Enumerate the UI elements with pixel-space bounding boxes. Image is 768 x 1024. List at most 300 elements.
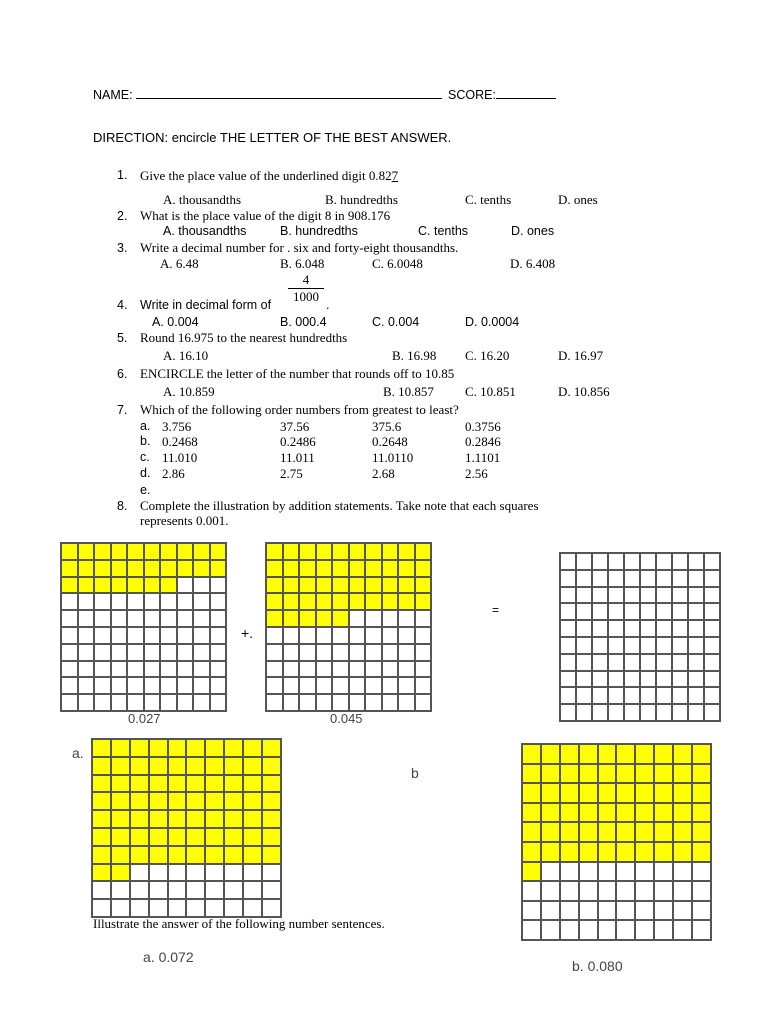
grid-square xyxy=(522,920,541,940)
shaded-square xyxy=(616,764,635,784)
grid-square xyxy=(130,899,149,917)
q7-option-value: 2.75 xyxy=(280,466,303,481)
grid-square xyxy=(61,661,78,678)
q5-choice-d[interactable]: D. 16.97 xyxy=(558,348,604,363)
shaded-square xyxy=(654,842,673,862)
q7-option-letter[interactable]: b. xyxy=(140,434,151,448)
shaded-square xyxy=(186,739,205,757)
q7-text: Which of the following order numbers from greatest to least? xyxy=(140,402,459,417)
grid-square xyxy=(688,587,704,604)
grid-square xyxy=(616,862,635,882)
shaded-square xyxy=(243,792,262,810)
grid-square xyxy=(266,627,283,644)
grid-square xyxy=(692,862,711,882)
shaded-square xyxy=(635,822,654,842)
shaded-square xyxy=(266,577,283,594)
grid-square xyxy=(349,694,366,711)
shaded-square xyxy=(92,792,111,810)
hundred-grid-b xyxy=(521,743,712,941)
grid-square xyxy=(332,627,349,644)
shaded-square xyxy=(692,764,711,784)
shaded-square xyxy=(283,577,300,594)
answer-a: a. 0.072 xyxy=(143,949,194,965)
grid-square xyxy=(398,627,415,644)
grid-square xyxy=(193,677,210,694)
shaded-square xyxy=(398,593,415,610)
grid-square xyxy=(576,637,592,654)
grid-square xyxy=(576,603,592,620)
shaded-square xyxy=(144,543,161,560)
q7-option-value: 0.2468 xyxy=(162,434,198,449)
grid-square xyxy=(673,862,692,882)
grid-square xyxy=(92,899,111,917)
shaded-square xyxy=(266,560,283,577)
q6-choice-a[interactable]: A. 10.859 xyxy=(163,384,215,399)
grid-square xyxy=(398,677,415,694)
grid-square xyxy=(608,587,624,604)
grid-square xyxy=(78,610,95,627)
grid-square xyxy=(415,661,432,678)
grid-square xyxy=(111,593,128,610)
grid-square xyxy=(616,901,635,921)
grid-square xyxy=(210,577,227,594)
shaded-square xyxy=(92,846,111,864)
shaded-square xyxy=(205,792,224,810)
grid-square xyxy=(94,627,111,644)
q2-choice-a[interactable]: A. thousandths xyxy=(163,224,247,238)
shaded-square xyxy=(598,764,617,784)
shaded-square xyxy=(654,744,673,764)
grid-square xyxy=(656,687,672,704)
grid-square xyxy=(692,901,711,921)
grid-square xyxy=(186,864,205,882)
shaded-square xyxy=(673,822,692,842)
grid-square xyxy=(193,694,210,711)
grid-square xyxy=(262,881,281,899)
grid-square xyxy=(635,862,654,882)
grid-square xyxy=(177,661,194,678)
grid-square xyxy=(656,553,672,570)
grid-square xyxy=(608,620,624,637)
shaded-square xyxy=(616,842,635,862)
shaded-square xyxy=(149,846,168,864)
grid-square xyxy=(415,677,432,694)
q1-question xyxy=(140,168,398,184)
grid1-caption: 0.027 xyxy=(128,711,161,726)
q6-choice-c[interactable]: C. 10.851 xyxy=(465,384,516,399)
grid-square xyxy=(243,899,262,917)
q2-choice-d[interactable]: D. ones xyxy=(511,224,555,238)
grid-square xyxy=(415,694,432,711)
grid-square xyxy=(283,677,300,694)
shaded-square xyxy=(111,792,130,810)
grid-square xyxy=(349,627,366,644)
grid-square xyxy=(398,661,415,678)
grid-square xyxy=(688,570,704,587)
grid-square xyxy=(193,593,210,610)
grid-square xyxy=(598,920,617,940)
score-field[interactable] xyxy=(448,88,556,102)
grid-square xyxy=(592,603,608,620)
grid-square xyxy=(262,864,281,882)
grid-square xyxy=(382,644,399,661)
name-field[interactable] xyxy=(93,88,442,102)
shaded-square xyxy=(316,577,333,594)
shaded-square xyxy=(61,543,78,560)
hundred-grid-0045 xyxy=(265,542,432,712)
grid-square xyxy=(592,553,608,570)
grid-square xyxy=(61,593,78,610)
grid-square xyxy=(365,610,382,627)
shaded-square xyxy=(283,560,300,577)
grid-square xyxy=(640,620,656,637)
grid-square xyxy=(560,881,579,901)
grid-square xyxy=(266,644,283,661)
shaded-square xyxy=(78,543,95,560)
q1-choice-d[interactable]: D. ones xyxy=(558,192,598,207)
grid-square xyxy=(560,603,576,620)
grid-square xyxy=(692,881,711,901)
grid-square xyxy=(673,920,692,940)
shaded-square xyxy=(579,842,598,862)
grid-square xyxy=(160,677,177,694)
shaded-square xyxy=(598,842,617,862)
grid-square xyxy=(316,627,333,644)
grid-square xyxy=(111,899,130,917)
q5-choice-b[interactable]: B. 16.98 xyxy=(392,348,437,363)
shaded-square xyxy=(243,828,262,846)
grid-square xyxy=(283,627,300,644)
shaded-square xyxy=(193,543,210,560)
shaded-square xyxy=(598,783,617,803)
grid-square xyxy=(704,687,720,704)
grid-square xyxy=(415,610,432,627)
shaded-square xyxy=(365,577,382,594)
grid-square xyxy=(316,661,333,678)
q4-choice-d[interactable]: D. 0.0004 xyxy=(465,315,520,329)
grid-square xyxy=(640,587,656,604)
q4-fraction xyxy=(288,272,324,305)
shaded-square xyxy=(186,828,205,846)
grid-square xyxy=(193,577,210,594)
grid-square xyxy=(61,644,78,661)
shaded-square xyxy=(160,543,177,560)
grid-square xyxy=(672,637,688,654)
q8-text-line1: Complete the illustration by addition statements. Take note that each squares xyxy=(140,498,539,513)
grid-square xyxy=(672,704,688,721)
grid-square xyxy=(576,687,592,704)
grid-square xyxy=(266,677,283,694)
q7-option-value: 11.0110 xyxy=(372,450,414,465)
grid-square xyxy=(160,610,177,627)
shaded-square xyxy=(692,803,711,823)
grid-square xyxy=(656,671,672,688)
grid-square xyxy=(382,694,399,711)
shaded-square xyxy=(266,610,283,627)
grid-square xyxy=(262,899,281,917)
shaded-square xyxy=(598,822,617,842)
shaded-square xyxy=(92,828,111,846)
grid-square xyxy=(672,687,688,704)
grid-square xyxy=(560,862,579,882)
q5-text: Round 16.975 to the nearest hundredths xyxy=(140,330,348,345)
q7-option-letter[interactable]: c. xyxy=(140,450,150,464)
shaded-square xyxy=(130,792,149,810)
shaded-square xyxy=(415,593,432,610)
grid-square xyxy=(130,881,149,899)
grid-square xyxy=(78,677,95,694)
grid-square xyxy=(92,881,111,899)
shaded-square xyxy=(316,560,333,577)
shaded-square xyxy=(541,822,560,842)
grid-square xyxy=(576,654,592,671)
shaded-square xyxy=(205,757,224,775)
shaded-square xyxy=(654,783,673,803)
shaded-square xyxy=(541,783,560,803)
score-label: SCORE: xyxy=(448,88,496,102)
q4-period: . xyxy=(326,298,330,312)
grid-square xyxy=(640,553,656,570)
grid-square xyxy=(415,644,432,661)
grid-square xyxy=(608,687,624,704)
grid-square xyxy=(592,654,608,671)
grid-square xyxy=(382,677,399,694)
shaded-square xyxy=(415,577,432,594)
grid-square xyxy=(186,881,205,899)
direction-text: DIRECTION: encircle THE LETTER OF THE BEST ANSWER. xyxy=(93,130,452,145)
grid-square xyxy=(127,610,144,627)
grid-square xyxy=(316,694,333,711)
shaded-square xyxy=(541,764,560,784)
shaded-square xyxy=(616,744,635,764)
shaded-square xyxy=(522,783,541,803)
label-a: a. xyxy=(72,745,84,761)
q5-choice-c[interactable]: C. 16.20 xyxy=(465,348,510,363)
grid-square xyxy=(210,593,227,610)
shaded-square xyxy=(94,560,111,577)
q1-choice-b[interactable]: B. hundredths xyxy=(325,192,398,207)
q1-choice-a[interactable]: A. thousandths xyxy=(163,192,241,207)
grid-square xyxy=(382,661,399,678)
shaded-square xyxy=(654,822,673,842)
q3-choice-a[interactable]: A. 6.48 xyxy=(160,256,199,271)
grid-square xyxy=(193,661,210,678)
shaded-square xyxy=(673,842,692,862)
shaded-square xyxy=(299,610,316,627)
grid-square xyxy=(579,901,598,921)
shaded-square xyxy=(635,803,654,823)
shaded-square xyxy=(144,577,161,594)
q8-number: 8. xyxy=(117,499,128,513)
grid-square xyxy=(688,620,704,637)
q7-option-value: 11.010 xyxy=(162,450,198,465)
shaded-square xyxy=(243,739,262,757)
q3-number: 3. xyxy=(117,241,128,255)
q7-option-letter[interactable]: e. xyxy=(140,483,151,497)
shaded-square xyxy=(332,560,349,577)
grid-square xyxy=(186,899,205,917)
grid-square xyxy=(560,901,579,921)
grid2-caption: 0.045 xyxy=(330,711,363,726)
grid-square xyxy=(592,570,608,587)
grid-square xyxy=(598,881,617,901)
grid-square xyxy=(243,881,262,899)
grid-square xyxy=(365,661,382,678)
grid-square xyxy=(635,920,654,940)
grid-square xyxy=(624,687,640,704)
q3-choice-d[interactable]: D. 6.408 xyxy=(510,256,556,271)
grid-square xyxy=(332,694,349,711)
grid-square xyxy=(94,593,111,610)
grid-square xyxy=(672,671,688,688)
q7-option-letter[interactable]: a. xyxy=(140,419,151,433)
shaded-square xyxy=(92,739,111,757)
grid-square xyxy=(144,694,161,711)
grid-square xyxy=(177,644,194,661)
shaded-square xyxy=(266,593,283,610)
grid-square xyxy=(78,661,95,678)
q3-choice-b[interactable]: B. 6.048 xyxy=(280,256,325,271)
grid-square xyxy=(78,627,95,644)
score-blank[interactable] xyxy=(496,88,556,99)
grid-square xyxy=(688,671,704,688)
shaded-square xyxy=(692,822,711,842)
grid-square xyxy=(127,677,144,694)
grid-square xyxy=(522,881,541,901)
grid-square xyxy=(177,593,194,610)
shaded-square xyxy=(111,846,130,864)
grid-square xyxy=(598,901,617,921)
shaded-square xyxy=(210,543,227,560)
q8-text-line2: represents 0.001. xyxy=(140,513,229,528)
shaded-square xyxy=(186,757,205,775)
grid-square xyxy=(111,677,128,694)
grid-square xyxy=(656,570,672,587)
shaded-square xyxy=(616,822,635,842)
shaded-square xyxy=(560,803,579,823)
grid-square xyxy=(144,677,161,694)
shaded-square xyxy=(382,543,399,560)
grid-square xyxy=(672,603,688,620)
shaded-square xyxy=(193,560,210,577)
shaded-square xyxy=(283,610,300,627)
grid-square xyxy=(94,610,111,627)
shaded-square xyxy=(127,560,144,577)
shaded-square xyxy=(168,757,187,775)
shaded-square xyxy=(130,810,149,828)
grid-square xyxy=(127,593,144,610)
grid-square xyxy=(144,644,161,661)
grid-square xyxy=(608,637,624,654)
shaded-square xyxy=(160,560,177,577)
shaded-square xyxy=(130,828,149,846)
q7-option-value: 2.68 xyxy=(372,466,395,481)
grid-square xyxy=(704,620,720,637)
hundred-grid-result[interactable] xyxy=(559,552,721,722)
grid-square xyxy=(144,610,161,627)
q4-choice-a[interactable]: A. 0.004 xyxy=(152,315,199,329)
shaded-square xyxy=(224,739,243,757)
q5-number: 5. xyxy=(117,331,128,345)
q4-choice-b[interactable]: B. 000.4 xyxy=(280,315,327,329)
shaded-square xyxy=(635,744,654,764)
shaded-square xyxy=(262,846,281,864)
grid-square xyxy=(127,694,144,711)
q7-option-value: 0.3756 xyxy=(465,419,501,434)
q1-choice-c[interactable]: C. tenths xyxy=(465,192,512,207)
q7-option-value: 0.2846 xyxy=(465,434,501,449)
q4-fraction-numerator: 4 xyxy=(288,272,324,289)
grid-square xyxy=(704,654,720,671)
shaded-square xyxy=(205,739,224,757)
q2-number: 2. xyxy=(117,209,128,223)
q3-choice-c[interactable]: C. 6.0048 xyxy=(372,256,423,271)
shaded-square xyxy=(635,842,654,862)
grid-square xyxy=(205,881,224,899)
shaded-square xyxy=(522,764,541,784)
grid-square xyxy=(688,654,704,671)
shaded-square xyxy=(299,593,316,610)
q2-choice-c[interactable]: C. tenths xyxy=(418,224,469,238)
grid-square xyxy=(193,644,210,661)
grid-square xyxy=(579,920,598,940)
q6-choice-b[interactable]: B. 10.857 xyxy=(383,384,434,399)
grid-square xyxy=(560,671,576,688)
shaded-square xyxy=(130,775,149,793)
grid-square xyxy=(177,677,194,694)
shaded-square xyxy=(111,775,130,793)
shaded-square xyxy=(160,577,177,594)
q7-option-value: 375.6 xyxy=(372,419,402,434)
grid-square xyxy=(160,644,177,661)
grid-square xyxy=(608,603,624,620)
grid-square xyxy=(624,587,640,604)
grid-square xyxy=(560,920,579,940)
shaded-square xyxy=(149,828,168,846)
grid-square xyxy=(94,644,111,661)
grid-square xyxy=(624,553,640,570)
q6-choice-d[interactable]: D. 10.856 xyxy=(558,384,610,399)
grid-square xyxy=(592,704,608,721)
grid-square xyxy=(61,610,78,627)
name-blank[interactable] xyxy=(136,88,442,99)
answer-b: b. 0.080 xyxy=(572,958,623,974)
shaded-square xyxy=(415,543,432,560)
grid-square xyxy=(688,637,704,654)
q5-choice-a[interactable]: A. 16.10 xyxy=(163,348,209,363)
grid-square xyxy=(127,644,144,661)
shaded-square xyxy=(224,792,243,810)
grid-square xyxy=(299,644,316,661)
q7-option-value: 1.1101 xyxy=(465,450,501,465)
q7-option-letter[interactable]: d. xyxy=(140,466,151,480)
shaded-square xyxy=(349,543,366,560)
q4-choice-c[interactable]: C. 0.004 xyxy=(372,315,420,329)
shaded-square xyxy=(130,739,149,757)
grid-square xyxy=(193,610,210,627)
grid-square xyxy=(654,920,673,940)
shaded-square xyxy=(299,560,316,577)
shaded-square xyxy=(522,822,541,842)
q2-choice-b[interactable]: B. hundredths xyxy=(280,224,358,238)
shaded-square xyxy=(579,744,598,764)
shaded-square xyxy=(224,757,243,775)
q2-text: What is the place value of the digit 8 in 908.176 xyxy=(140,208,391,223)
grid-square xyxy=(579,881,598,901)
shaded-square xyxy=(382,593,399,610)
grid-square xyxy=(541,920,560,940)
grid-square xyxy=(704,704,720,721)
